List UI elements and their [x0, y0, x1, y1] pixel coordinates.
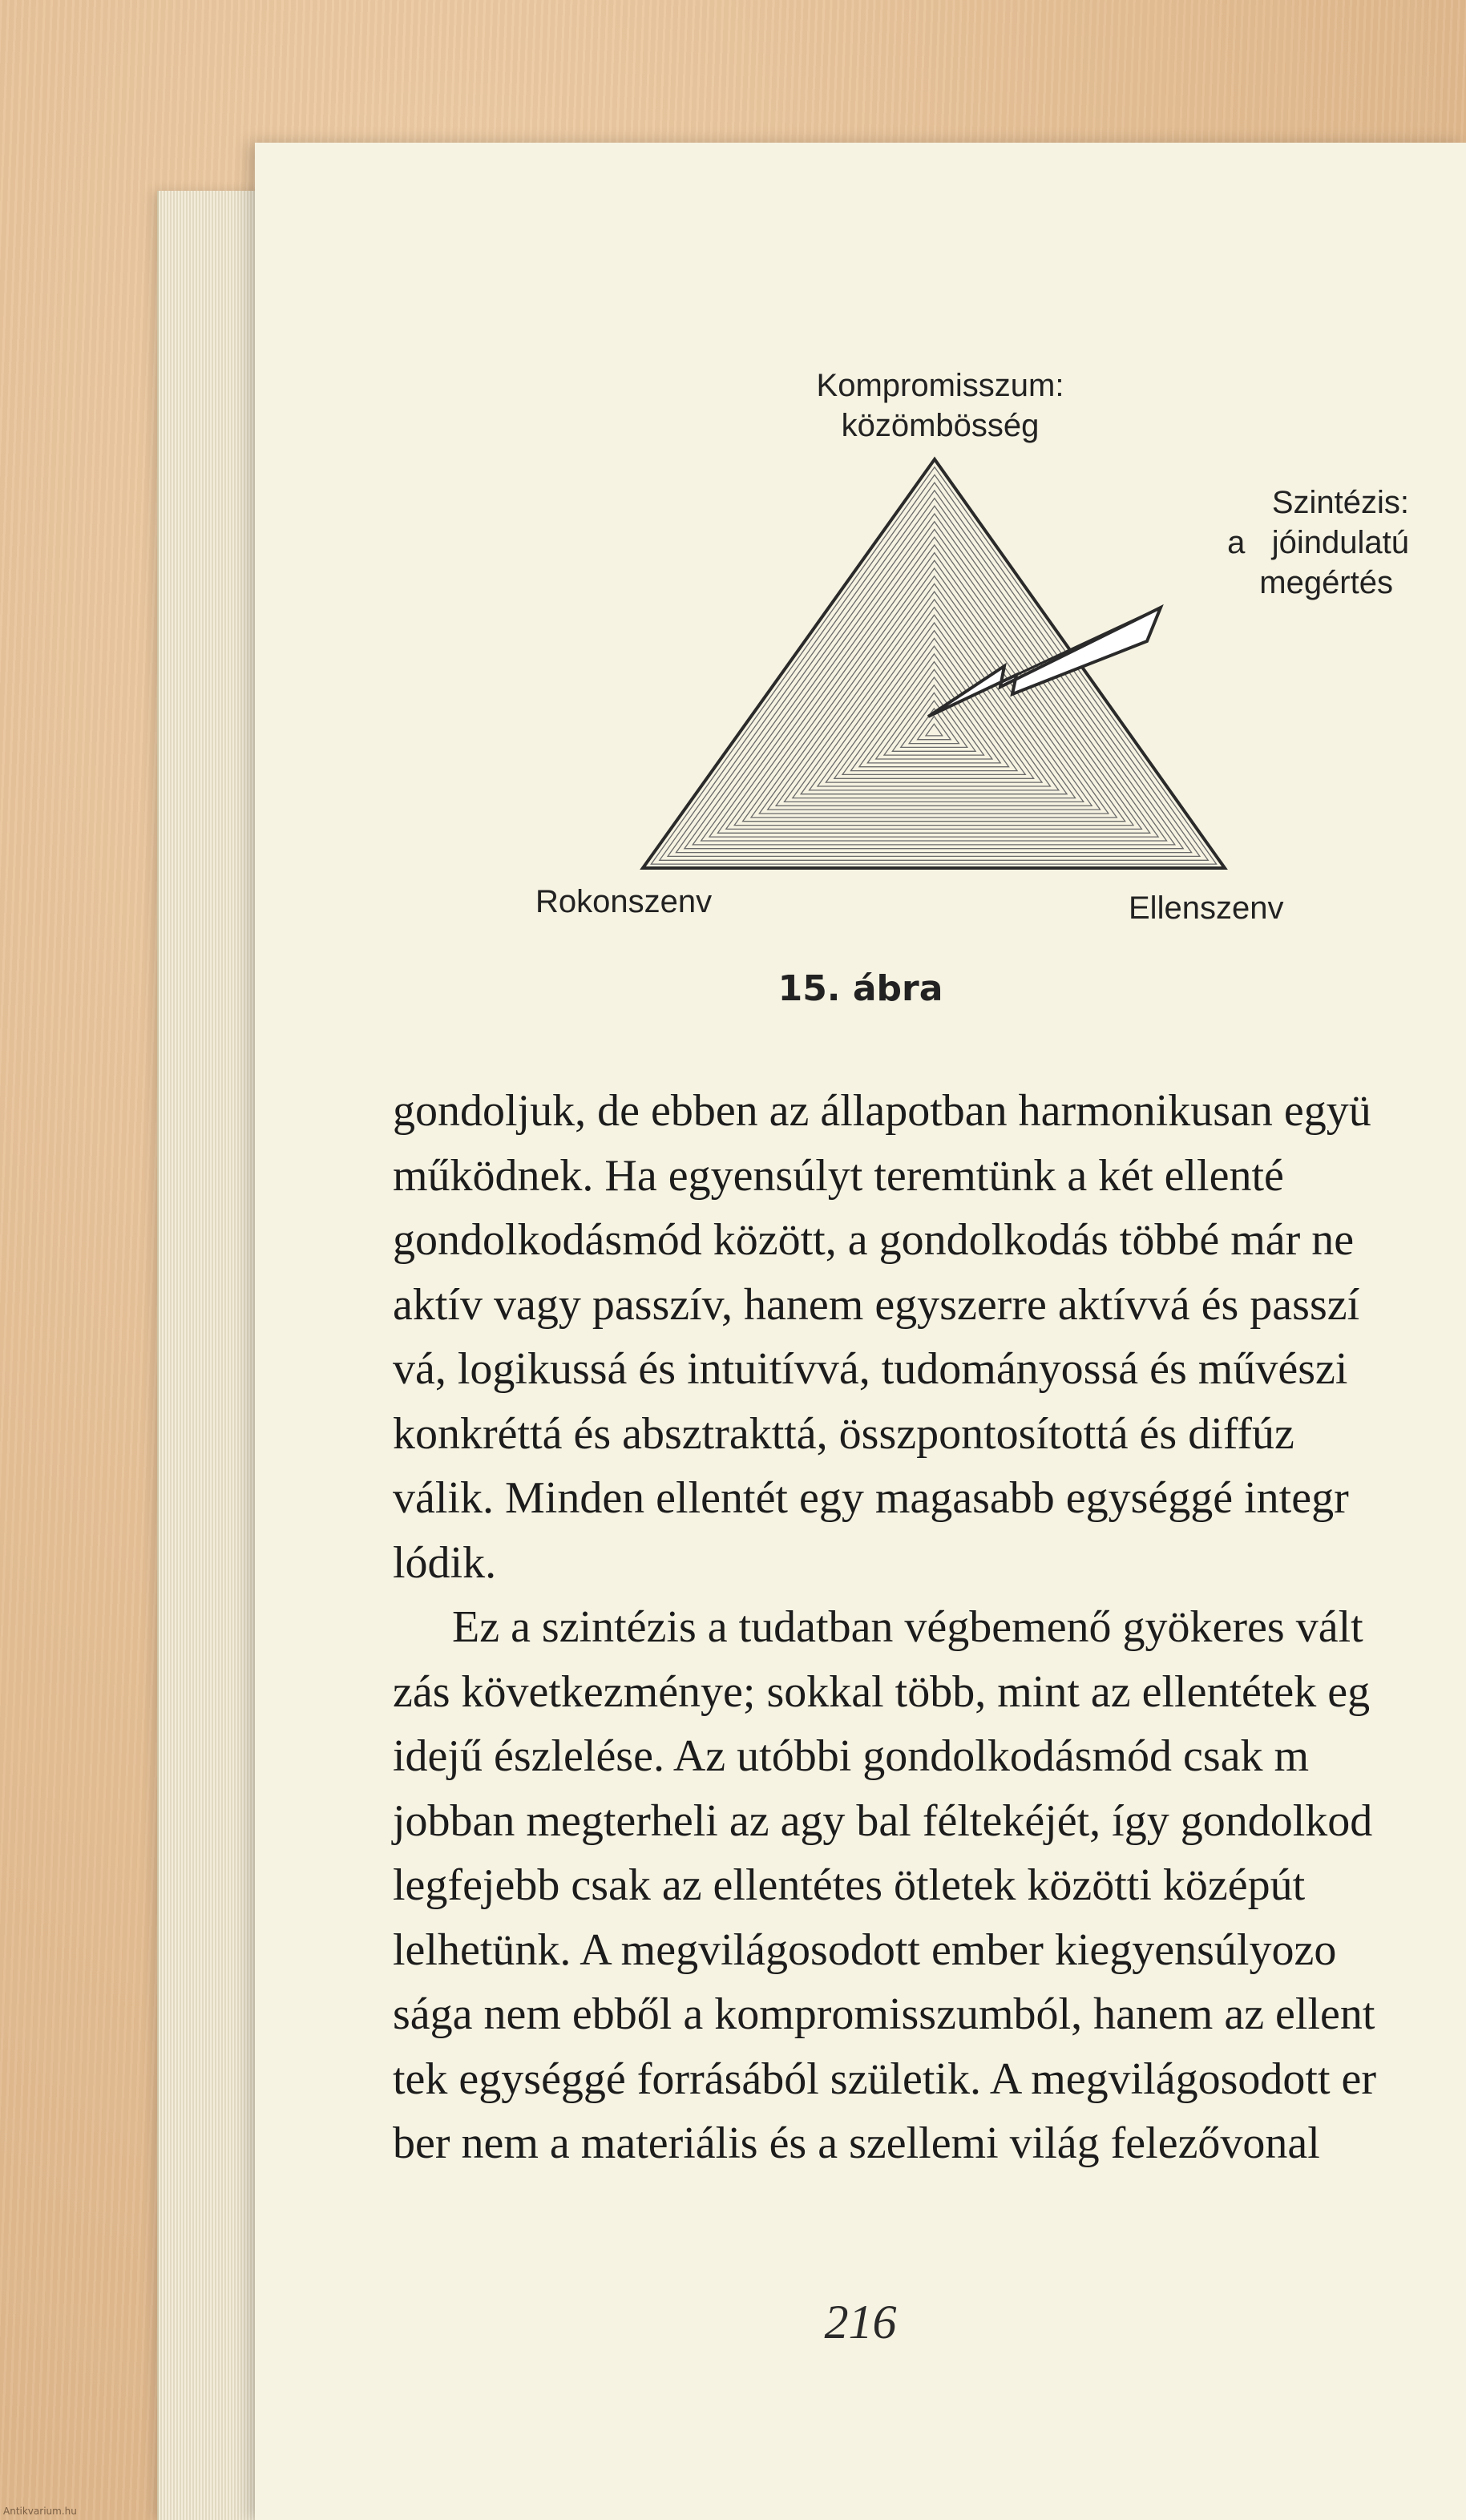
- label-synthesis: [1199, 483, 1409, 603]
- text-line: gondolkodásmód között, a gondolkodás többé már ne: [393, 1215, 1355, 1265]
- label-synthesis-line1: Szintézis:: [1271, 485, 1409, 520]
- label-compromise: [804, 365, 1076, 446]
- text-line: tek egységgé forrásából születik. A megvilágosodott er: [393, 2054, 1377, 2104]
- text-line: működnek. Ha egyensúlyt teremtünk a két ellenté: [393, 1150, 1284, 1201]
- label-compromise-line2: közömbösség: [841, 408, 1040, 443]
- text-line: válik. Minden ellentét egy magasabb egységgé integr: [393, 1473, 1349, 1523]
- figure-triangle-diagram: [255, 143, 1466, 1024]
- book-page-edges: [157, 191, 271, 2520]
- text-line: lódik.: [393, 1537, 497, 1588]
- text-line: legfejebb csak az ellentétes ötletek közötti középút: [393, 1860, 1306, 1910]
- text-line: konkréttá és absztrakttá, összpontosítottá és diffúz: [393, 1408, 1294, 1459]
- body-text: [393, 1079, 1466, 2176]
- text-line: gondoljuk, de ebben az állapotban harmonikusan együ: [393, 1086, 1371, 1136]
- label-synthesis-line2: a jóindulatú: [1227, 525, 1409, 560]
- text-line: idejű észlelése. Az utóbbi gondolkodásmód csak m: [393, 1731, 1310, 1781]
- label-synthesis-line3: megértés: [1259, 565, 1393, 600]
- label-sympathy: Rokonszenv: [535, 884, 713, 919]
- text-line: ber nem a materiális és a szellemi világ felezővonal: [393, 2118, 1320, 2168]
- text-line-paragraph-start: Ez a szintézis a tudatban végbemenő gyökeres vált: [452, 1602, 1363, 1652]
- page-number: 216: [824, 2296, 897, 2348]
- label-antipathy: Ellenszenv: [1129, 890, 1284, 926]
- text-line: lelhetünk. A megvilágosodott ember kiegyensúlyozo: [393, 1924, 1337, 1975]
- triangle-concentric-lines: [651, 467, 1216, 864]
- text-line: zás következménye; sokkal több, mint az ellentétek eg: [393, 1666, 1371, 1717]
- label-compromise-line1: Kompromisszum:: [816, 368, 1064, 403]
- text-line: sága nem ebből a kompromisszumból, hanem az ellent: [393, 1989, 1375, 2039]
- figure-caption: 15. ábra: [777, 968, 943, 1009]
- text-line: vá, logikussá és intuitívvá, tudományossá és művészi: [393, 1344, 1348, 1394]
- text-line: jobban megterheli az agy bal féltekéjét, így gondolkod: [393, 1795, 1373, 1846]
- book-page: [255, 143, 1466, 2520]
- text-line: aktív vagy passzív, hanem egyszerre aktívvá és passzí: [393, 1279, 1360, 1330]
- watermark: Antikvarium.hu: [3, 2506, 77, 2517]
